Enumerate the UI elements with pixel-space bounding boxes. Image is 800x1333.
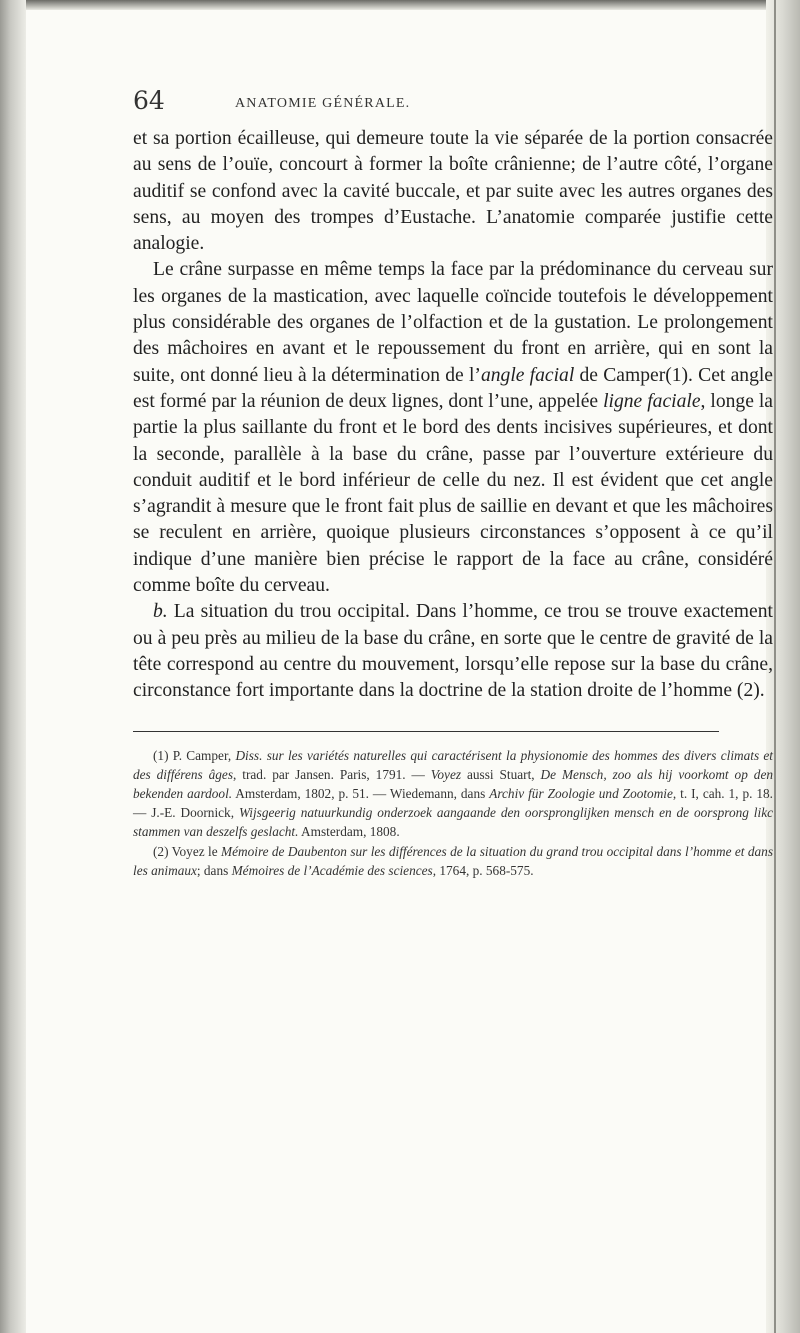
- text-run: (1) P. Camper,: [153, 747, 236, 763]
- text-run: (2) Voyez le: [153, 843, 222, 859]
- text-run: ligne faciale: [603, 390, 701, 412]
- text-run: aussi Stuart,: [461, 766, 541, 782]
- paragraph: [133, 257, 773, 599]
- text-run: ; dans: [196, 862, 232, 878]
- text-run: Le crâne surpasse en même temps la face par la prédominance du cerveau sur les organes de la mastication, avec laquelle coïncide toutefois le développement plus considérable des organes de l’olfaction et de la gustation. Le prolongement des mâchoires en avant et le repoussement du front en arrière, qui en sont la suite, ont donné lieu à la détermination de l’: [133, 259, 773, 386]
- footnotes: [133, 746, 773, 880]
- text-run: Diss. sur les variétés naturelles qui caractérisent la physionomie des hommes des divers climats et des différens âges: [133, 747, 773, 782]
- text-run: Wijsgeerig natuurkundig onderzoek aangaande den oorspronglijken mensch en de oorsprong likc stammen van deszelfs geslacht.: [133, 805, 773, 840]
- text-run: De Mensch, zoo als hij voorkomt op den bekenden aardool.: [133, 766, 773, 801]
- text-run: Mémoires de l’Académie des sciences: [231, 862, 433, 878]
- running-head: ANATOMIE GÉNÉRALE.: [235, 96, 411, 111]
- text-run: et sa portion écailleuse, qui demeure toute la vie séparée de la portion consacrée au sens de l’ouïe, concourt à former la boîte crânienne; de l’autre côté, l’organe auditif se confond avec la cavité buccale, et par suite avec les autres organes des sens, au moyen des trompes d’Eustache. L’anatomie comparée justifie cette analogie.: [133, 128, 773, 255]
- footnote-rule: [133, 731, 719, 732]
- text-run: , t. I, cah. 1, p. 18. — J.-E. Doornick,: [133, 785, 773, 821]
- text-run: , 1764, p. 568-575.: [432, 862, 534, 878]
- text-run: angle facial: [480, 364, 575, 386]
- text-run: Archiv für Zoologie und Zootomie: [489, 785, 673, 801]
- scan-top-edge: [0, 0, 800, 10]
- book-page: [133, 88, 773, 880]
- text-run: Amsterdam, 1808.: [298, 824, 400, 840]
- binding-shadow: [0, 0, 26, 1333]
- paragraph: [133, 599, 773, 704]
- paragraph: [133, 126, 773, 257]
- body-text: [133, 126, 773, 705]
- text-run: Voyez: [430, 766, 462, 782]
- text-run: , trad. par Jansen. Paris, 1791. —: [233, 766, 431, 782]
- text-run: Mémoire de Daubenton sur les différences de la situation du grand trou occipital dans l’homme et dans les animaux: [133, 843, 773, 878]
- text-run: de Camper(1). Cet angle est formé par la réunion de deux lignes, dont l’une, appelée: [133, 364, 774, 412]
- page-header: [133, 88, 773, 118]
- text-run: , longe la partie la plus saillante du front et le bord des dents incisives supérieures, et dont la seconde, parallèle à la base du crâne, passe par l’ouverture extérieure du conduit auditif et le bord inférieur de celle du nez. Il est évident que cet angle s’agrandit à mesure que le front fait plus de saillie en devant et que les mâchoires se reculent en arrière, quoique plusieurs circonstances s’opposent à ce qu’il indique d’une manière bien précise le rapport de la face au crâne, considéré comme boîte du cerveau.: [133, 390, 773, 597]
- page-number: 64: [133, 86, 165, 115]
- text-run: b.: [153, 601, 168, 623]
- page-edge-line: [774, 0, 776, 1333]
- text-run: Amsterdam, 1802, p. 51. — Wiedemann, dans: [232, 785, 490, 801]
- text-run: La situation du trou occipital. Dans l’homme, ce trou se trouve exactement ou à peu près au milieu de la base du crâne, en sorte que le centre de gravité de la tête correspond au centre du mouvement, lorsqu’elle repose sur la base du crâne, circonstance fort importante dans la doctrine de la station droite de l’homme (2).: [133, 601, 773, 702]
- footnote: [133, 746, 773, 842]
- footnote: [133, 842, 773, 880]
